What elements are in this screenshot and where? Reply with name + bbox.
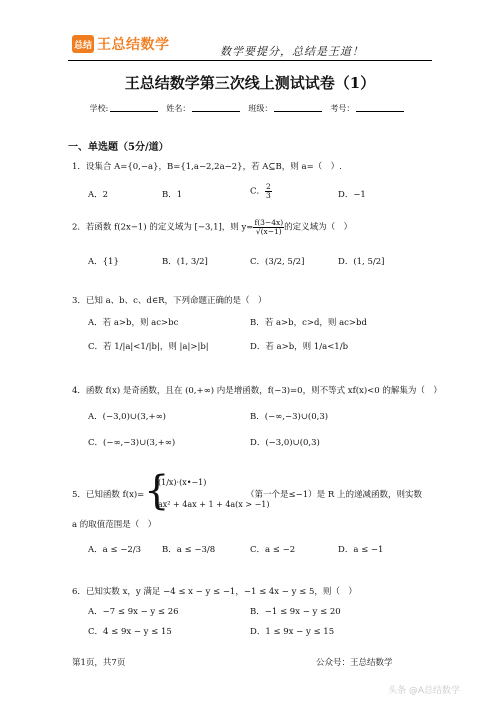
q5-option-a[interactable]: A．a ≤ −2/3 <box>88 545 142 555</box>
q4-option-d[interactable]: D．(−3,0)∪(0,3) <box>250 438 320 448</box>
name-label: 姓名： <box>166 104 191 113</box>
header-divider <box>68 60 432 61</box>
question-1-stem: 1．设集合 A={0,−a}，B={1,a−2,2a−2}，若 A⊆B，则 a=（ ）. <box>72 162 342 172</box>
q1-option-a[interactable]: A．2 <box>88 190 109 200</box>
q6-option-d[interactable]: D．1 ≤ 9x − y ≤ 15 <box>250 627 335 637</box>
exam-no-label: 考号： <box>330 104 355 113</box>
exam-title: 王总结数学第三次线上测试试卷（1） <box>124 74 376 92</box>
q1-c-den: 3 <box>266 190 271 200</box>
watermark: 头条 @A总结数学 <box>388 686 461 696</box>
question-6-stem: 6．已知实数 x，y 满足 −4 ≤ x − y ≤ −1，−1 ≤ 4x − y ≤ 5，则（ ） <box>72 587 357 597</box>
logo-text: 王总结数学 <box>97 37 170 53</box>
school-label: 学校: <box>89 104 109 113</box>
q5-option-c[interactable]: C．a ≤ −2 <box>250 545 296 555</box>
q2-stem-a: 2．若函数 f(2x−1) 的定义域为 [−3,1]，则 y= <box>72 222 254 233</box>
question-5-stem-c: a 的取值范围是（ ） <box>72 520 157 530</box>
q5-piece-1: (1/x)·(x•−1) <box>158 478 207 487</box>
q2-stem-b: 的定义域为（ ） <box>284 222 353 233</box>
name-blank[interactable] <box>192 103 240 112</box>
student-info-row <box>68 103 432 114</box>
q1-option-c-fraction <box>265 183 272 199</box>
q2-stem-num: f(3−4x) <box>254 218 284 227</box>
exam-no-blank[interactable] <box>356 103 404 112</box>
q2-stem-den: √(x−1) <box>255 226 282 236</box>
question-3-stem: 3．已知 a、b、c、d∈R，下列命题正确的是（ ） <box>72 296 267 306</box>
section-heading: 一、单选题（5分/道） <box>68 142 169 153</box>
q5-piece-2: ax² + 4ax + 1 + 4a(x > −1) <box>158 500 270 509</box>
q3-option-b[interactable]: B．若 a>b，c>d，则 ac>bd <box>250 318 367 328</box>
q4-option-c[interactable]: C．(−∞,−3)∪(3,+∞) <box>88 438 176 448</box>
class-blank[interactable] <box>274 103 322 112</box>
q1-option-d[interactable]: D．−1 <box>338 190 366 200</box>
q2-stem-fraction <box>253 219 284 235</box>
q4-option-b[interactable]: B．(−∞,−3)∪(0,3) <box>250 412 329 422</box>
school-blank[interactable] <box>110 103 158 112</box>
logo-badge: 总结 <box>72 35 94 53</box>
q4-option-a[interactable]: A．(−3,0)∪(3,+∞) <box>88 412 166 422</box>
question-4-stem: 4．函数 f(x) 是奇函数，且在 (0,+∞) 内是增函数，f(−3)=0，则不等式 xf(x)<0 的解集为（ ） <box>72 386 442 396</box>
q1-option-c[interactable] <box>250 183 272 199</box>
page-number: 第1页，共7页 <box>72 658 126 668</box>
page-header <box>0 0 500 64</box>
class-label: 班级： <box>248 104 273 113</box>
q6-option-b[interactable]: B．−1 ≤ 9x − y ≤ 20 <box>250 607 341 617</box>
q3-option-c[interactable]: C．若 1/|a|<1/|b|，则 |a|>|b| <box>88 342 209 352</box>
q2-option-d[interactable]: D．(1, 5/2] <box>338 257 385 267</box>
q3-option-a[interactable]: A．若 a>b，则 ac>bc <box>88 318 179 328</box>
footer-account: 公众号：王总结数学 <box>316 658 393 668</box>
q2-option-a[interactable]: A．{1} <box>88 257 119 267</box>
header-motto: 数学要提分，总结是王道！ <box>220 45 364 58</box>
q5-option-b[interactable]: B．a ≤ −3/8 <box>162 545 216 555</box>
q5-option-d[interactable]: D．a ≤ −1 <box>338 545 384 555</box>
q5-brace: { <box>144 468 170 514</box>
question-5-stem-b: （第一个是≤−1）是 R 上的递减函数，则实数 <box>246 490 422 500</box>
question-5-stem-a: 5．已知函数 f(x)= <box>72 490 145 500</box>
q6-option-c[interactable]: C．4 ≤ 9x − y ≤ 15 <box>88 627 172 637</box>
question-2-stem <box>72 219 352 235</box>
q1-option-b[interactable]: B．1 <box>162 190 183 200</box>
q2-option-b[interactable]: B．(1, 3/2] <box>162 257 208 267</box>
q3-option-d[interactable]: D．若 a>b，则 1/a<1/b <box>250 342 349 352</box>
q2-option-c[interactable]: C．(3/2, 5/2] <box>250 257 305 267</box>
brand-logo <box>72 34 170 54</box>
q6-option-a[interactable]: A．−7 ≤ 9x − y ≤ 26 <box>88 607 179 617</box>
q1-option-c-label: C． <box>250 186 266 197</box>
q1-c-num: 2 <box>266 182 271 191</box>
